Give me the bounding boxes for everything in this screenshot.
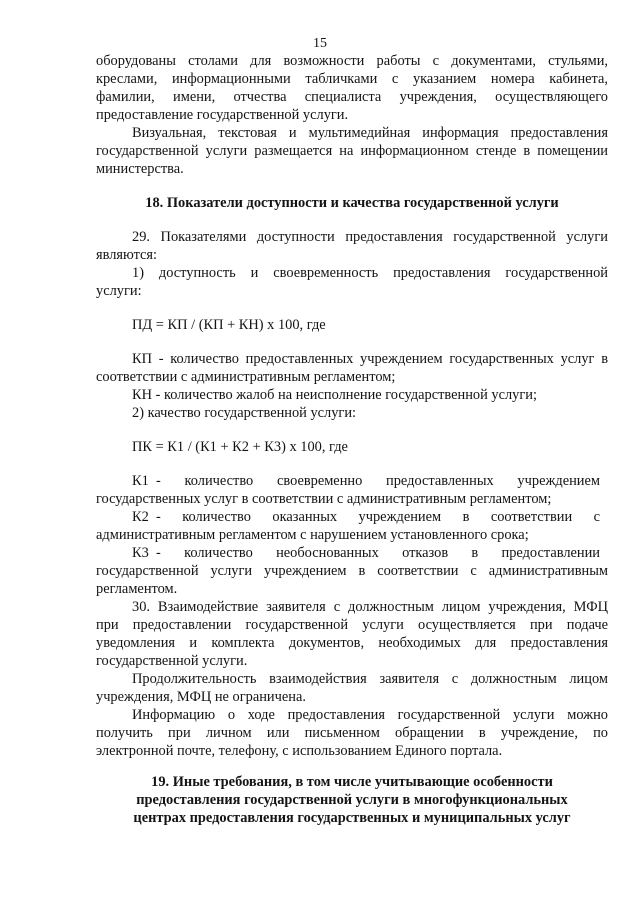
text-line: государственной услуги размещается на информационном стенде в помещении: [96, 143, 608, 159]
definition-code: К2: [132, 509, 149, 525]
text-line: административным регламентом с нарушением установленного срока;: [96, 527, 529, 543]
text-line: Продолжительность взаимодействия заявителя с должностным лицом: [132, 671, 608, 687]
text-line: при предоставлении государственной услуги осуществляется при подаче: [96, 617, 608, 633]
definition-text: - количество необоснованных отказов в предоставлении: [156, 545, 600, 561]
text-line: учреждения, МФЦ не ограничена.: [96, 689, 306, 705]
text-line: Визуальная, текстовая и мультимедийная информация предоставления: [132, 125, 608, 141]
text-line: являются:: [96, 247, 158, 263]
text-line: уведомления и комплекта документов, необходимых для предоставления: [96, 635, 608, 651]
page-number: 15: [313, 36, 327, 51]
text-line: Информацию о ходе предоставления государственной услуги можно: [132, 707, 608, 723]
section-heading-19-line: центрах предоставления государственных и муниципальных услуг: [133, 810, 571, 826]
text-line: КН - количество жалоб на неисполнение государственной услуги;: [132, 387, 537, 403]
text-line: регламентом.: [96, 581, 178, 597]
section-heading-19-line: предоставления государственной услуги в многофункциональных: [136, 792, 568, 808]
definition-k1: [132, 472, 608, 490]
text-line: 1) доступность и своевременность предоставления государственной: [132, 265, 608, 281]
text-line: 29. Показателями доступности предоставления государственной услуги: [132, 229, 608, 245]
text-line: государственных услуг в соответствии с административным регламентом;: [96, 491, 552, 507]
section-heading-19-line: 19. Иные требования, в том числе учитывающие особенности: [151, 774, 553, 790]
definition-code: К3: [132, 545, 149, 561]
formula-pd: ПД = КП / (КП + КН) х 100, где: [132, 317, 326, 333]
text-line: креслами, информационными табличками с указанием номера кабинета,: [96, 71, 608, 87]
text-line: министерства.: [96, 161, 184, 177]
definition-text: - количество оказанных учреждением в соответствии с: [156, 509, 600, 525]
text-line: получить при личном или письменном обращении в учреждение, по: [96, 725, 608, 741]
definition-code: К1: [132, 473, 149, 489]
definition-k2: [132, 508, 608, 526]
text-line: оборудованы столами для возможности работы с документами, стульями,: [96, 53, 608, 69]
text-line: 30. Взаимодействие заявителя с должностным лицом учреждения, МФЦ: [132, 599, 608, 615]
text-line: 2) качество государственной услуги:: [132, 405, 357, 421]
text-line: услуги:: [96, 283, 142, 299]
text-line: государственной услуги.: [96, 653, 248, 669]
formula-pk: ПК = К1 / (К1 + К2 + К3) х 100, где: [132, 439, 348, 455]
text-line: фамилии, имени, отчества специалиста учреждения, осуществляющего: [96, 89, 608, 105]
text-line: предоставление государственной услуги.: [96, 107, 349, 123]
text-line: соответствии с административным регламентом;: [96, 369, 396, 385]
definition-k3: [132, 544, 608, 562]
section-heading-18: 18. Показатели доступности и качества государственной услуги: [145, 195, 559, 211]
text-line: государственной услуги учреждением в соответствии с административным: [96, 563, 608, 579]
text-line: КП - количество предоставленных учреждением государственных услуг в: [132, 351, 608, 367]
definition-text: - количество своевременно предоставленных учреждением: [156, 473, 600, 489]
text-line: электронной почте, телефону, с использованием Единого портала.: [96, 743, 503, 759]
